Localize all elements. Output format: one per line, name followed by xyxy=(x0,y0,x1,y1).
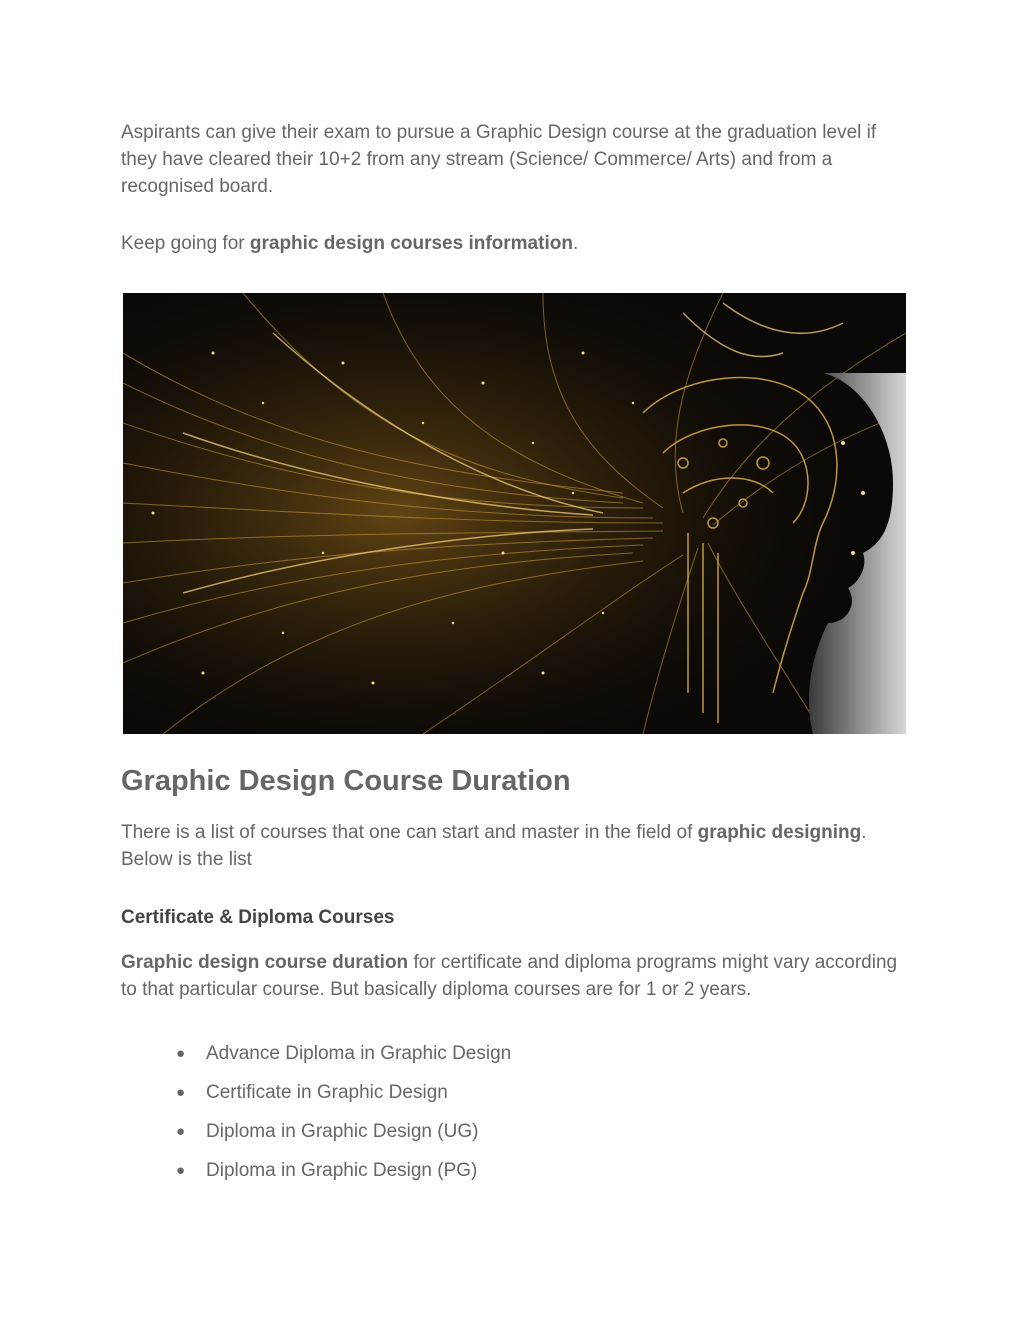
keep-going-prefix: Keep going for xyxy=(121,233,250,254)
bullet-icon: ● xyxy=(176,1045,186,1062)
section-intro-bold: graphic designing xyxy=(697,822,862,843)
section-heading: Graphic Design Course Duration xyxy=(121,765,571,797)
course-label: Certificate in Graphic Design xyxy=(206,1082,448,1103)
keep-going-suffix: . xyxy=(572,233,579,254)
duration-text: for certificate and diploma programs might vary according to that particular course. But basically diploma courses are for 1 or 2 years. xyxy=(121,952,898,1000)
bullet-icon: ● xyxy=(176,1084,186,1101)
section-intro-prefix: There is a list of courses that one can start and master in the field of xyxy=(121,822,698,843)
intro-paragraph: Aspirants can give their exam to pursue a Graphic Design course at the graduation level if they have cleared their 10+2 from any stream (Science/ Commerce/ Arts) and from a recognised board. xyxy=(121,122,877,197)
keep-going-bold-link-text: graphic design courses information xyxy=(249,233,573,254)
course-label: Diploma in Graphic Design (UG) xyxy=(206,1121,479,1142)
golden-network-face-illustration xyxy=(123,293,906,734)
list-item xyxy=(176,1118,511,1157)
duration-paragraph xyxy=(121,949,911,1003)
list-item xyxy=(176,1079,511,1118)
course-label: Diploma in Graphic Design (PG) xyxy=(206,1160,478,1181)
list-item xyxy=(176,1157,511,1196)
duration-bold: Graphic design course duration xyxy=(121,952,409,973)
section-intro-suffix: . Below is the list xyxy=(121,822,867,870)
bullet-icon: ● xyxy=(176,1162,186,1179)
course-list xyxy=(176,1040,511,1196)
course-label: Advance Diploma in Graphic Design xyxy=(206,1043,512,1064)
bullet-icon: ● xyxy=(176,1123,186,1140)
list-item xyxy=(176,1040,511,1079)
hero-image xyxy=(123,293,906,734)
subsection-heading: Certificate & Diploma Courses xyxy=(121,907,395,928)
keep-going-paragraph xyxy=(121,230,911,257)
section-intro-paragraph xyxy=(121,819,911,873)
